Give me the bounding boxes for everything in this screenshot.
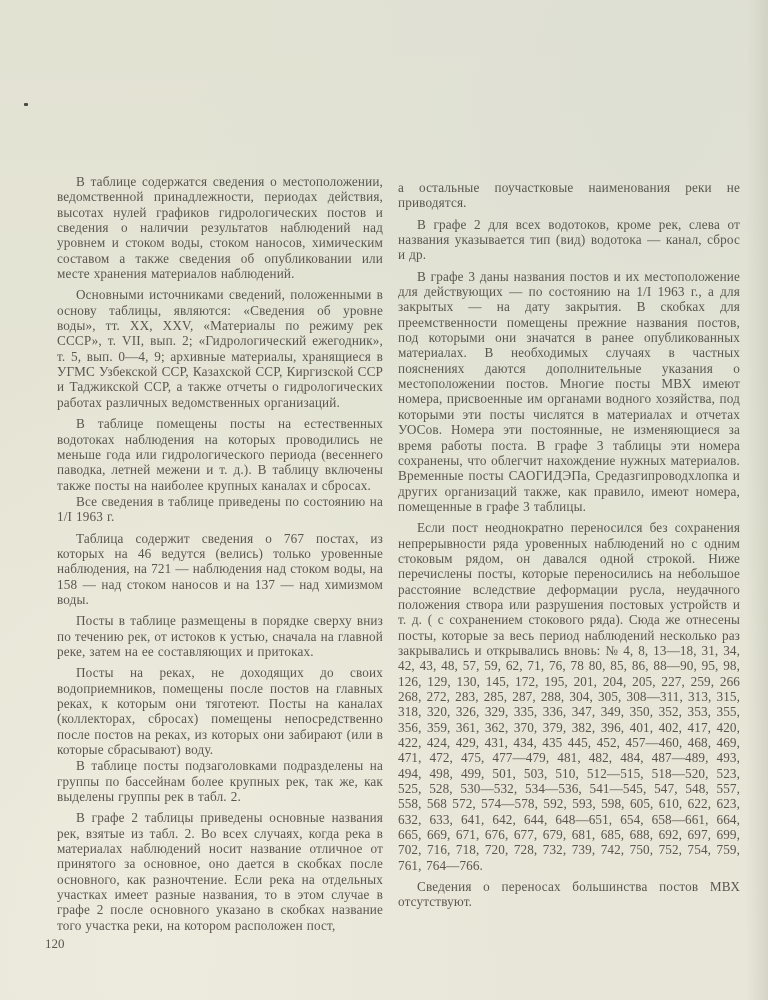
paragraph-mvx-missing: Сведения о переносах большинства постов МВХ отсутствуют. bbox=[398, 879, 740, 910]
paragraph-date-state: Все сведения в таблице приведены по состоянию на 1/I 1963 г. bbox=[57, 493, 383, 525]
page-edge-shadow bbox=[746, 0, 768, 1000]
paragraph-post-order: Посты в таблице размещены в порядке сверху вниз по течению рек, от истоков к устью, сначала на главной реке, затем на ее составляющих и притоках. bbox=[57, 613, 383, 659]
paragraph-sources: Основными источниками сведений, положенными в основу таблицы, являются: «Сведения об уровне воды», тт. XX, XXV, «Материалы по режиму рек СССР», т. VII, вып. 2; «Гидрологический ежегодник», т. 5, вып. 0—4, 9; архивные материалы, хранящиеся в УГМС Узбекской ССР, Казахской ССР, Киргизской ССР и Таджикской ССР, а также отчеты о гидрологических работах различных ведомственных организаций. bbox=[57, 287, 383, 410]
paragraph-post-counts: Таблица содержит сведения о 767 постах, из которых на 46 ведутся (велись) только уровенные наблюдения, на 721 — наблюдения над стоком воды, на 158 — над стоком наносов и на 137 — над химизмом воды. bbox=[57, 530, 383, 607]
paragraph-table-contents: В таблице содержатся сведения о местоположении, ведомственной принадлежности, периодах действия, высотах нулей графиков гидрологических постов и сведения о наличии результатов наблюдений над уровнем и стоком воды, стоком наносов, химическим составом а также сведения об опубликовании или месте хранения материалов наблюдений. bbox=[57, 174, 383, 282]
paragraph-rivers-canals: Посты на реках, не доходящих до своих водоприемников, помещены после постов на главных реках, к которым они тяготеют. Посты на каналах (коллекторах, сбросах) помещены непосредственно после постов на реках, из которых они забирают (или в которые сбрасывают) воду. bbox=[57, 665, 383, 758]
paragraph-column-2-names: В графе 2 таблицы приведены основные названия рек, взятые из табл. 2. Во всех случаях, когда река в материалах наблюдений носит название отличное от принятого за основное, оно дается в скобках после основного, как разночтение. Если река на отдельных участках имеет разные названия, то в этом случае в графе 2 после основного указано в скобках название того участка реки, на котором расположен пост, bbox=[57, 810, 383, 933]
paragraph-continuation: а остальные поучастковые наименования реки не приводятся. bbox=[398, 180, 740, 211]
right-column bbox=[398, 180, 740, 916]
paragraph-subheadings: В таблице посты подзаголовками подразделены на группы по бассейнам более крупных рек, так же, как выделены группы рек в табл. 2. bbox=[57, 758, 383, 805]
left-column bbox=[57, 174, 383, 939]
paragraph-relocated-posts: Если пост неоднократно переносился без сохранения непрерывности ряда уровенных наблюдений но с одним стоковым рядом, он давался одной строкой. Ниже перечислены посты, которые переносились на небольшое расстояние вследствие деформации русла, неудачного положения створа или разрушения постовых устройств и т. д. ( с сохранением стокового ряда). Сюда же отнесены посты, которые за весь период наблюдений несколько раз закрывались и открывались вновь: № 4, 8, 13—18, 31, 34, 42, 43, 48, 57, 59, 62, 71, 76, 78 80, 85, 86, 88—90, 95, 98, 126, 129, 130, 145, 172, 195, 201, 204, 205, 227, 259, 266 268, 272, 283, 285, 287, 288, 304, 305, 308—311, 313, 315, 318, 320, 326, 329, 335, 336, 347, 349, 350, 352, 353, 355, 356, 359, 361, 362, 370, 379, 382, 396, 401, 402, 417, 420, 422, 424, 429, 431, 434, 435 445, 452, 457—460, 468, 469, 471, 472, 475, 477—479, 481, 482, 484, 487—489, 493, 494, 498, 499, 501, 503, 510, 512—515, 518—520, 523, 525, 528, 530—532, 534—536, 541—545, 547, 548, 557, 558, 568 572, 574—578, 592, 593, 598, 605, 610, 622, 623, 632, 633, 641, 642, 644, 648—651, 654, 658—661, 664, 665, 669, 671, 676, 677, 679, 681, 685, 688, 692, 697, 699, 702, 716, 718, 720, 728, 732, 739, 742, 750, 752, 754, 759, 761, 764—766. bbox=[398, 520, 740, 873]
paragraph-column-2-type: В графе 2 для всех водотоков, кроме рек, слева от названия указывается тип (вид) водотока — канал, сброс и др. bbox=[398, 216, 740, 263]
paragraph-posts-included: В таблице помещены посты на естественных водотоках наблюдения на которых проводились не меньше года или гидрологического периода (весеннего паводка, летней межени и т. д.). В таблицу включены также посты на наиболее крупных каналах и сбросах. bbox=[57, 416, 383, 493]
paper-speck bbox=[24, 103, 28, 106]
page-number: 120 bbox=[45, 936, 65, 951]
paragraph-column-3-names: В графе 3 даны названия постов и их местоположение для действующих — по состоянию на 1/I 1963 г., а для закрытых — на дату закрытия. В скобках для преемственности помещены прежние названия постов, под которыми они значатся в ранее опубликованных материалах. В необходимых случаях в частных пояснениях даются дополнительные указания о местоположении постов. Многие посты МВХ имеют номера, присвоенные им органами водного хозяйства, под которыми эти посты числятся в материалах и отчетах УОСов. Номера эти постоянные, не изменяющиеся за время работы поста. В графе 3 таблицы эти номера сохранены, что облегчит нахождение нужных материалов. Временные посты САОГИДЭПа, Средазгипроводхлопка и других организаций также, как правило, имеют номера, помещенные в графе 3 таблицы. bbox=[398, 268, 740, 514]
